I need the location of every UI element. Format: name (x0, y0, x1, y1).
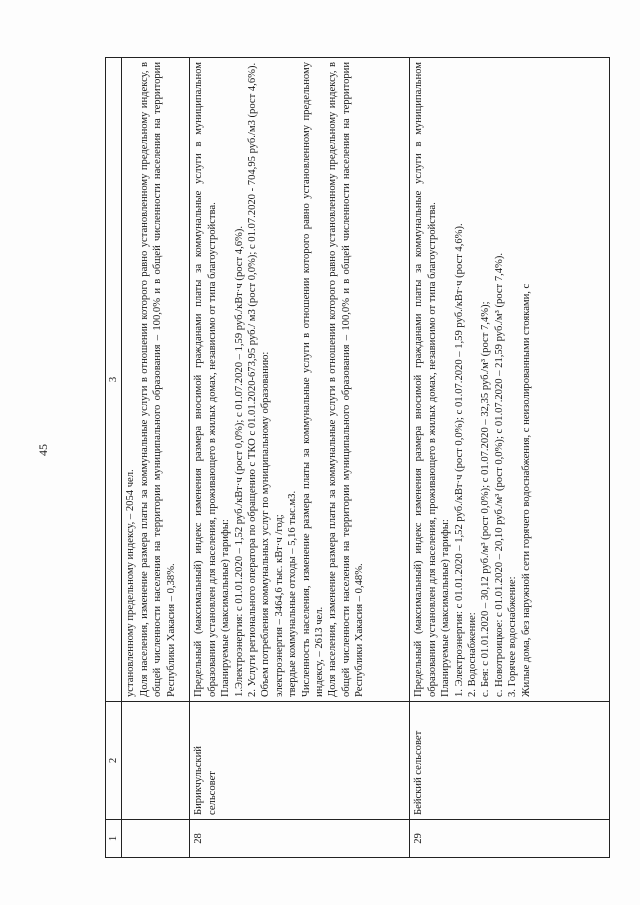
municipality-name: Бейский сельсовет (410, 702, 610, 820)
text-line: Планируемые (максимальные) тарифы: (220, 519, 232, 697)
text-line: твердые коммунальные отходы – 5,16 тыс.м3. (287, 490, 299, 697)
text-line: Планируемые (максимальные) тарифы: (440, 519, 452, 697)
text-line: 2. Водоснабжение: (467, 612, 479, 697)
tariff-table (105, 57, 610, 858)
text-line: 1.Электроэнергия: с 01.01.2020 – 1,52 руб./кВт·ч (рост 0,0%); с 01.07.2020 – 1,59 руб./кВт·ч (рост 4,6%). (233, 225, 245, 697)
rotated-document (105, 58, 625, 858)
column-header: 1 (106, 820, 122, 858)
column-header: 2 (106, 702, 122, 820)
text-line: установленному предельному индексу, – 2054 чел. (125, 469, 137, 697)
row-number: 29 (410, 820, 610, 858)
text-line: Объем потребления коммунальных услуг по муниципальному образованию: (260, 351, 272, 697)
row-text (122, 58, 190, 702)
text-line: с. Бея: с 01.01.2020 – 30,12 руб./м³ (рост 0,0%); с 01.07.2020 – 32,35 руб./м³ (рост 7,4%); (480, 301, 492, 697)
text-line: Доля населения, изменение размера платы за коммунальные услуги в отношении которого равно установленному предельному индексу, в общей численности населения на территории муниципального образования – 100,0% и в общей численности населения на территории Республики Хакасия – 0,38%. (138, 62, 177, 697)
row-text (190, 58, 410, 702)
text-line: Численность населения, изменение размера платы за коммунальные услуги в отношении которого равно установленному предельному индексу, – 2613 чел. (300, 62, 326, 697)
text-line: Предельный (максимальный) индекс изменения размера вносимой гражданами платы за коммунальные услуги в муниципальном образовании установлен для населения, проживающего в жилых домах, независимо от типа благоустройства. (193, 62, 218, 697)
text-line: 2. Услуги регионального оператора по обращению с ТКО с 01.01.2020-673,95 руб./ м3 (рост 0,0%); с 01.07.2020 - 704,95 руб./м3 (рост 4,6%). (247, 62, 259, 697)
row-number: 28 (190, 820, 410, 858)
row-text (410, 58, 610, 702)
column-number-row (106, 58, 122, 858)
municipality-name (122, 702, 190, 820)
municipality-name: Бирикчульский сельсовет (190, 702, 410, 820)
table-row (122, 58, 190, 858)
text-line: 3. Горячее водоснабжение: (507, 576, 519, 697)
table-row (190, 58, 410, 858)
column-header: 3 (106, 58, 122, 702)
text-line: Предельный (максимальный) индекс изменения размера вносимой гражданами платы за коммунальные услуги в муниципальном образовании установлен для населения, проживающего в жилых домах, независимо от типа благоустройства. (413, 62, 438, 697)
text-line: электроэнергия – 3464,6 тыс. кВт·ч /год; (273, 514, 285, 697)
page-number: 45 (36, 444, 50, 456)
text-line: Жилые дома, без наружной сети горячего водоснабжения, с неизолированными стояками, с (520, 283, 532, 697)
row-number (122, 820, 190, 858)
text-line: Доля населения, изменение размера платы за коммунальные услуги в отношении которого равно установленному предельному индексу, в общей численности населения на территории муниципального образования – 100,0% и в общей численности населения на территории Республики Хакасия – 0,48%. (327, 62, 366, 697)
table-row (410, 58, 610, 858)
text-line: с. Новотроицкое: с 01.01.2020 – 20,10 руб./м³ (рост 0,0%); с 01.07.2020 – 21,59 руб./м³ (рост 7,4%). (493, 252, 505, 697)
text-line: 1. Электроэнергия: с 01.01.2020 – 1,52 руб./кВт·ч (рост 0,0%); с 01.07.2020 – 1,59 руб./кВт·ч (рост 4,6%). (453, 223, 465, 697)
